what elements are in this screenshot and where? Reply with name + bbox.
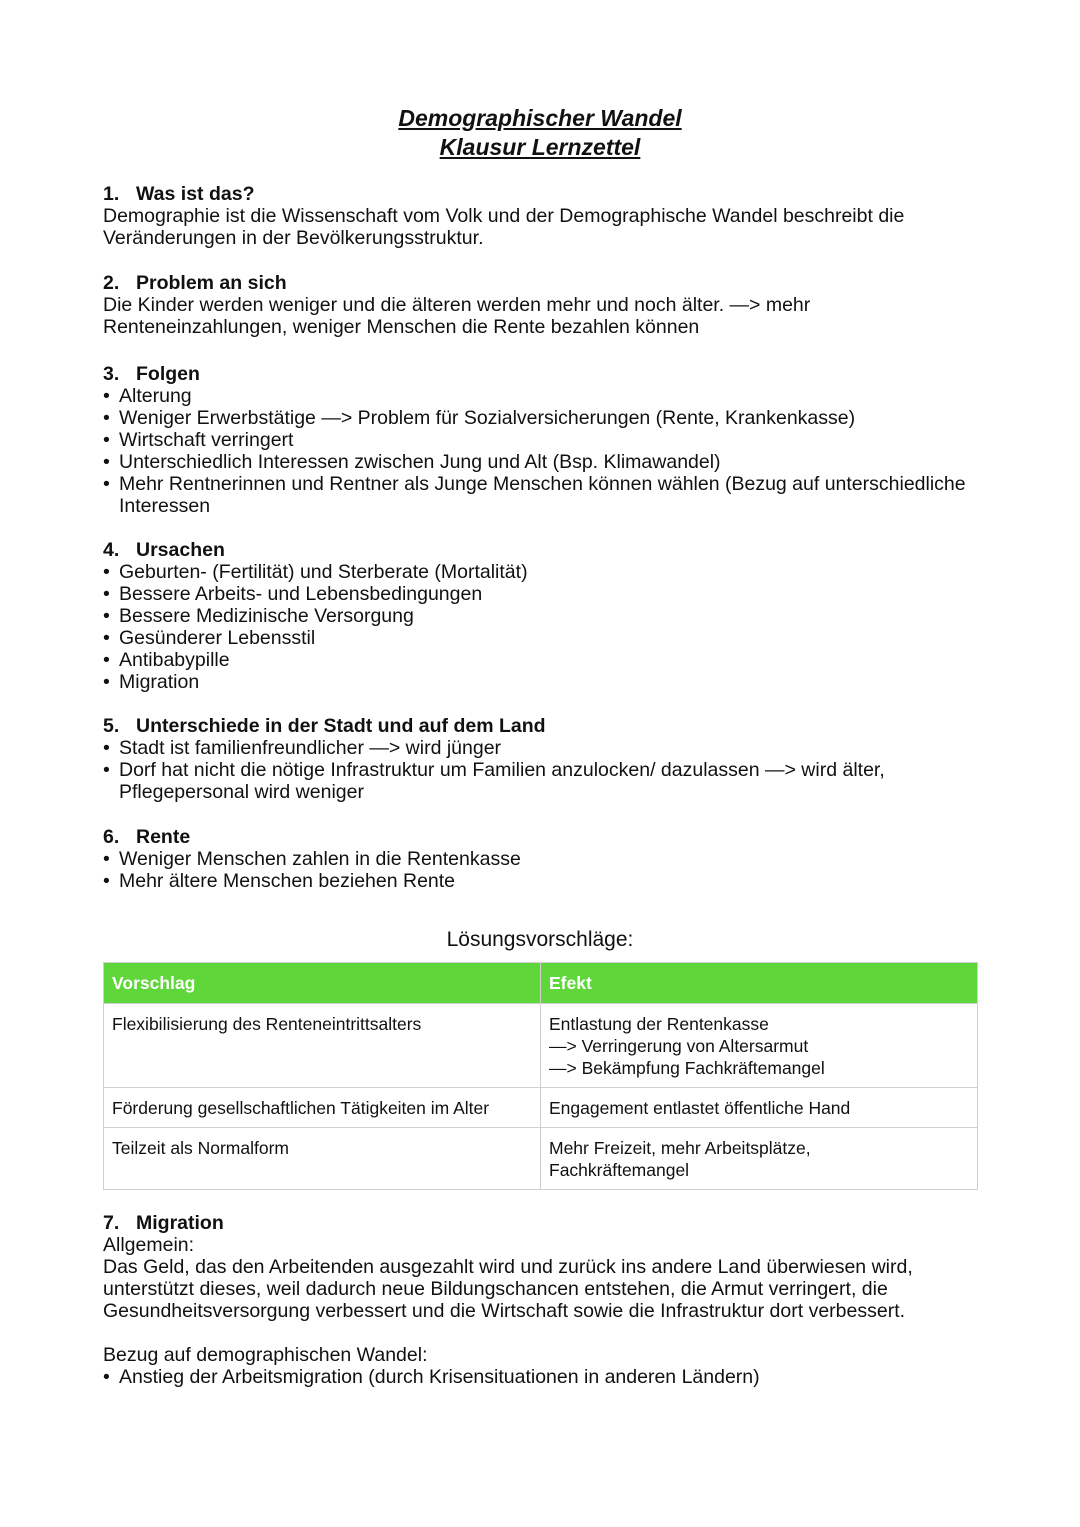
bullet-list: [103, 848, 983, 892]
bullet-list: [103, 385, 983, 517]
section-heading: [103, 1212, 983, 1234]
section-title: Migration: [136, 1212, 224, 1234]
list-item: • Unterschiedlich Interessen zwischen Jung und Alt (Bsp. Klimawandel): [103, 451, 983, 473]
general-label: Allgemein:: [103, 1234, 195, 1256]
document-title: Demographischer Wandel: [398, 105, 682, 131]
table-cell-effect: [541, 1128, 978, 1190]
list-item: • Mehr Rentnerinnen und Rentner als Junge Menschen können wählen (Bezug auf unterschiedliche Interessen: [103, 473, 983, 517]
effect-line: —> Bekämpfung Fachkräftemangel: [549, 1058, 825, 1078]
section-4: [103, 539, 983, 693]
section-heading: [103, 272, 983, 294]
section-text: Die Kinder werden weniger und die älteren werden mehr und noch älter. —> mehr Renteneinzahlungen, weniger Menschen die Rente bezahlen können: [103, 294, 811, 338]
section-title: Ursachen: [136, 539, 225, 561]
section-5: [103, 715, 983, 803]
section-heading: [103, 183, 983, 205]
section-number: 6.: [103, 826, 120, 848]
list-item: • Bessere Arbeits- und Lebensbedingungen: [103, 583, 983, 605]
section-heading: [103, 715, 983, 737]
section-title: Was ist das?: [136, 183, 255, 205]
section-number: 2.: [103, 272, 120, 294]
table-cell-effect: [541, 1004, 978, 1088]
effect-line: Entlastung der Rentenkasse: [549, 1014, 769, 1034]
document-subtitle: Klausur Lernzettel: [439, 134, 641, 160]
table-cell-proposal: Teilzeit als Normalform: [104, 1128, 541, 1190]
section-text: Demographie ist die Wissenschaft vom Volk und der Demographische Wandel beschreibt die Veränderungen in der Bevölkerungsstruktur.: [103, 205, 905, 249]
section-1: [103, 183, 983, 249]
section-heading: [103, 539, 983, 561]
table-cell-proposal: Flexibilisierung des Renteneintrittsalters: [104, 1004, 541, 1088]
list-item: • Gesünderer Lebensstil: [103, 627, 983, 649]
table-row: [104, 1128, 978, 1190]
list-item: • Wirtschaft verringert: [103, 429, 983, 451]
bullet-list: [103, 737, 983, 803]
effect-line: Mehr Freizeit, mehr Arbeitsplätze,: [549, 1138, 811, 1158]
section-title: Unterschiede in der Stadt und auf dem Land: [136, 715, 546, 737]
section-title: Folgen: [136, 363, 200, 385]
section-heading: [103, 826, 983, 848]
list-item: • Geburten- (Fertilität) und Sterberate (Mortalität): [103, 561, 983, 583]
list-item: • Weniger Menschen zahlen in die Rentenkasse: [103, 848, 983, 870]
list-item: • Alterung: [103, 385, 983, 407]
table-row: [104, 1004, 978, 1088]
section-number: 3.: [103, 363, 120, 385]
bullet-list: [103, 561, 983, 693]
section-number: 5.: [103, 715, 120, 737]
section-7: [103, 1212, 983, 1388]
solutions-table: [103, 962, 978, 1190]
list-item: • Anstieg der Arbeitsmigration (durch Krisensituationen in anderen Ländern): [103, 1366, 983, 1388]
effect-line: —> Verringerung von Altersarmut: [549, 1036, 809, 1056]
solutions-heading: Lösungsvorschläge:: [446, 928, 634, 951]
effect-line: Fachkräftemangel: [549, 1160, 690, 1180]
section-heading: [103, 363, 983, 385]
table-cell-proposal: Förderung gesellschaftlichen Tätigkeiten im Alter: [104, 1088, 541, 1128]
section-2: [103, 272, 983, 338]
effect-line: Engagement entlastet öffentliche Hand: [549, 1098, 851, 1118]
table-row: [104, 1088, 978, 1128]
section-number: 7.: [103, 1212, 120, 1234]
list-item: • Bessere Medizinische Versorgung: [103, 605, 983, 627]
section-title: Rente: [136, 826, 191, 848]
list-item: • Stadt ist familienfreundlicher —> wird jünger: [103, 737, 983, 759]
list-item: • Dorf hat nicht die nötige Infrastruktur um Familien anzulocken/ dazulassen —> wird älter, Pflegepersonal wird weniger: [103, 759, 983, 803]
list-item: • Migration: [103, 671, 983, 693]
relation-label: Bezug auf demographischen Wandel:: [103, 1344, 428, 1366]
section-number: 1.: [103, 183, 120, 205]
table-cell-effect: [541, 1088, 978, 1128]
section-6: [103, 826, 983, 892]
section-3: [103, 363, 983, 517]
column-header-effect: Efekt: [541, 963, 978, 1004]
bullet-list: [103, 1366, 983, 1388]
column-header-proposal: Vorschlag: [104, 963, 541, 1004]
section-title: Problem an sich: [136, 272, 287, 294]
list-item: • Weniger Erwerbstätige —> Problem für Sozialversicherungen (Rente, Krankenkasse): [103, 407, 983, 429]
section-number: 4.: [103, 539, 120, 561]
general-text: Das Geld, das den Arbeitenden ausgezahlt wird und zurück ins andere Land überwiesen wird, unterstützt dieses, weil dadurch neue Bildungschancen entstehen, die Armut verringert, die Gesundheitsversorgung verbessert und die Wirtschaft sowie die Infrastruktur dort verbessert.: [103, 1256, 913, 1322]
table-header-row: [104, 963, 978, 1004]
list-item: • Mehr ältere Menschen beziehen Rente: [103, 870, 983, 892]
list-item: • Antibabypille: [103, 649, 983, 671]
